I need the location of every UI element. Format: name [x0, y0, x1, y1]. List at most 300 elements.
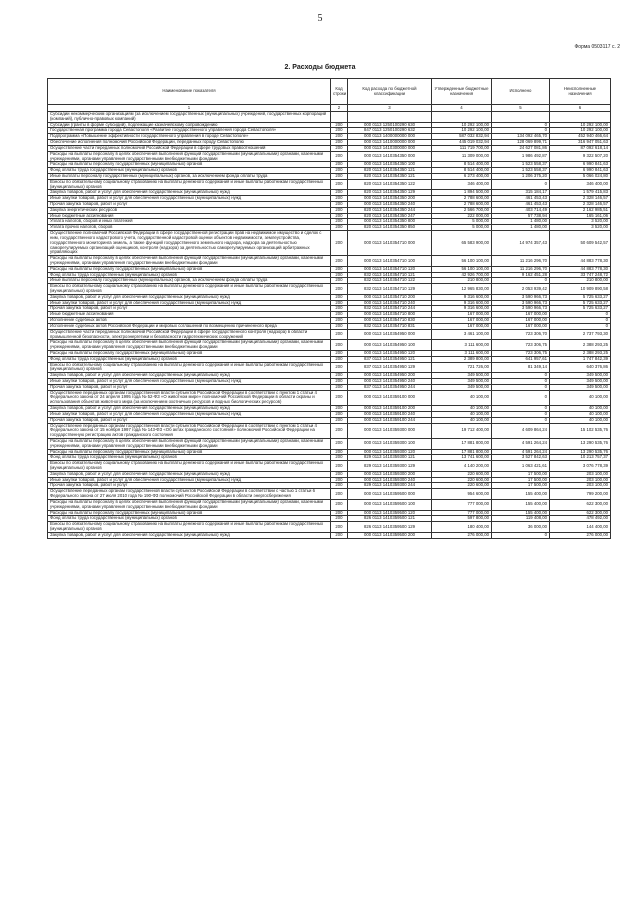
table-row: [48, 284, 611, 295]
row-classification-code: 000 0113 1410354950 120: [348, 350, 432, 356]
row-unexecuted-amount: 0: [550, 323, 611, 329]
row-executed-amount: 167 000,00: [492, 323, 550, 329]
row-unexecuted-amount: 40 100,00: [550, 417, 611, 423]
row-unexecuted-amount: 622 300,00: [550, 510, 611, 516]
row-name: Расходы на выплаты персоналу в целях обеспечения выполнения функций государственными (муниципальными) органами, казенными учреждениями, органами управления государственными внебюджетными фондами: [48, 256, 331, 267]
table-row: [48, 390, 611, 405]
row-name: Расходы на выплаты персоналу государственных (муниципальных) органов: [48, 162, 331, 168]
row-executed-amount: 315 184,17: [492, 190, 550, 196]
row-approved-amount: 9 316 600,00: [432, 294, 492, 300]
row-line-code: 200: [331, 213, 348, 219]
row-classification-code: 826 0113 1410359500 129: [348, 522, 432, 533]
row-classification-code: 000 0113 1410354710 240: [348, 300, 432, 306]
row-executed-amount: 403 714,49: [492, 207, 550, 213]
row-executed-amount: 723 306,75: [492, 350, 550, 356]
row-classification-code: 000 0113 1410359100 200: [348, 406, 432, 412]
row-unexecuted-amount: 10 909 890,58: [550, 284, 611, 295]
column-number: 2: [331, 105, 348, 112]
row-unexecuted-amount: 2 162 985,51: [550, 207, 611, 213]
column-number: 1: [48, 105, 331, 112]
column-number: 3: [348, 105, 432, 112]
row-line-code: 200: [331, 272, 348, 278]
row-line-code: 200: [331, 256, 348, 267]
row-unexecuted-amount: 5 725 633,27: [550, 306, 611, 312]
row-unexecuted-amount: 0: [550, 318, 611, 324]
row-unexecuted-amount: 9 322 507,20: [550, 151, 611, 162]
row-executed-amount: 0: [492, 406, 550, 412]
row-name: Субсидии (гранты в форме субсидий), подлежащие казначейскому сопровождению: [48, 122, 331, 128]
row-executed-amount: 461 453,43: [492, 202, 550, 208]
row-line-code: 200: [331, 145, 348, 151]
header-name: Наименование показателя: [48, 79, 331, 105]
row-approved-amount: 167 000,00: [432, 318, 492, 324]
row-classification-code: 000 0113 1410359100 244: [348, 417, 432, 423]
section-title: 2. Расходы бюджета: [284, 64, 356, 71]
row-executed-amount: 0: [492, 379, 550, 385]
row-approved-amount: 56 100 100,00: [432, 256, 492, 267]
table-row: [48, 340, 611, 351]
header-unexecuted: Неисполненные назначения: [550, 79, 611, 105]
row-line-code: 200: [331, 340, 348, 351]
table-row: [48, 256, 611, 267]
row-approved-amount: 3 111 600,00: [432, 350, 492, 356]
row-unexecuted-amount: 203 100,00: [550, 477, 611, 483]
row-unexecuted-amount: 2 388 293,25: [550, 340, 611, 351]
row-classification-code: 837 0113 1410354950 129: [348, 362, 432, 373]
row-line-code: 200: [331, 438, 348, 449]
row-line-code: 200: [331, 266, 348, 272]
row-line-code: 200: [331, 306, 348, 312]
row-approved-amount: 346 400,00: [432, 179, 492, 190]
row-name: Расходы на выплаты персоналу в целях обеспечения выполнения функций государственными (муниципальными) органами, казенными учреждениями, органами управления государственными внебюджетными фондами: [48, 151, 331, 162]
row-line-code: 200: [331, 423, 348, 438]
row-line-code: 200: [331, 190, 348, 196]
row-classification-code: 000 0113 1410354350 200: [348, 196, 432, 202]
row-line-code: 200: [331, 318, 348, 324]
table-row: [48, 112, 611, 123]
row-unexecuted-amount: 349 500,00: [550, 379, 611, 385]
row-executed-amount: 167 000,00: [492, 318, 550, 324]
row-classification-code: 820 0113 1410354350 122: [348, 179, 432, 190]
row-line-code: 200: [331, 362, 348, 373]
row-line-code: 200: [331, 390, 348, 405]
row-unexecuted-amount: 1 579 415,83: [550, 190, 611, 196]
table-row: [48, 179, 611, 190]
row-line-code: 200: [331, 455, 348, 461]
row-unexecuted-amount: 346 400,00: [550, 179, 611, 190]
row-approved-amount: 1 894 500,00: [432, 190, 492, 196]
row-name: Взносы по обязательному социальному страхованию на выплаты денежного содержания и иные выплаты работникам государственных (муниципальных) органов: [48, 522, 331, 533]
row-name: Осуществление части переданных полномочий Российской Федерации в сфере государственного контроля (надзора) в области промышленной безопасности, электроэнергетики и безопасности гидротехнических сооружений: [48, 329, 331, 340]
table-row: [48, 489, 611, 500]
row-executed-amount: 0: [492, 128, 550, 134]
row-line-code: 200: [331, 411, 348, 417]
column-number-row: [48, 105, 611, 112]
row-unexecuted-amount: 87 092 618,14: [550, 145, 611, 151]
row-executed-amount: 1 986 492,87: [492, 151, 550, 162]
row-classification-code: 829 0113 1410359300 244: [348, 483, 432, 489]
row-executed-amount: 9 162 451,28: [492, 272, 550, 278]
row-line-code: 200: [331, 356, 348, 362]
row-executed-amount: 3 590 966,73: [492, 300, 550, 306]
row-name: Фонд оплаты труда государственных (муниципальных) органов: [48, 168, 331, 174]
row-approved-amount: 167 000,00: [432, 312, 492, 318]
table-row: [48, 423, 611, 438]
row-approved-amount: 19 712 400,00: [432, 423, 492, 438]
row-approved-amount: 8 514 400,00: [432, 168, 492, 174]
row-approved-amount: 40 100,00: [432, 417, 492, 423]
row-classification-code: 820 0113 1410354350 247: [348, 213, 432, 219]
row-line-code: [331, 112, 348, 123]
row-approved-amount: 2 788 600,00: [432, 202, 492, 208]
row-unexecuted-amount: 40 100,00: [550, 411, 611, 417]
row-executed-amount: 3 527 842,63: [492, 455, 550, 461]
row-approved-amount: 2 788 600,00: [432, 196, 492, 202]
row-name: Фонд оплаты труда государственных (муниципальных) органов: [48, 272, 331, 278]
row-line-code: 200: [331, 516, 348, 522]
row-name: Иные выплаты персоналу государственных (муниципальных) органов, за исключением фонда оплаты труда: [48, 173, 331, 179]
row-executed-amount: 0: [492, 411, 550, 417]
row-executed-amount: 11 216 296,70: [492, 256, 550, 267]
row-line-code: 200: [331, 231, 348, 256]
row-classification-code: 000 0113 1410354950 100: [348, 340, 432, 351]
row-unexecuted-amount: 210 800,00: [550, 278, 611, 284]
row-line-code: 200: [331, 134, 348, 140]
row-name: Осуществление полномочий Российской Федерации в сфере государственной регистрации прав на недвижимое имущество и сделок с ним, государственного кадастрового учета, государственной кадастровой оценки объектов недвижимости, землеустройства, государственного мониторинга земель, а также функций государственного земельного надзора, надзора за деятельностью саморегулируемых организаций оценщиков, контроля (надзора) за деятельностью саморегулируемых организаций арбитражных управляющих: [48, 231, 331, 256]
row-name: Подпрограмма «Повышение эффективности государственного управления в городе Севастополе»: [48, 134, 331, 140]
row-executed-amount: 1 063 421,61: [492, 461, 550, 472]
row-executed-amount: 461 453,43: [492, 196, 550, 202]
form-code: Форма 0503117 с. 2: [574, 44, 620, 50]
row-classification-code: 000 0113 1410300000 000: [348, 145, 432, 151]
row-name: Расходы на выплаты персоналу государственных (муниципальных) органов: [48, 449, 331, 455]
row-name: Исполнение судебных актов Российской Федерации и мировых соглашений по возмещению причиненного вреда: [48, 323, 331, 329]
row-approved-amount: 180 400,00: [432, 522, 492, 533]
row-line-code: 200: [331, 532, 348, 538]
row-approved-amount: 220 600,00: [432, 477, 492, 483]
row-approved-amount: 10 292 100,00: [432, 122, 492, 128]
row-classification-code: 000 0113 1410359300 120: [348, 449, 432, 455]
row-line-code: 200: [331, 140, 348, 146]
row-classification-code: 000 0113 1410354350 000: [348, 151, 432, 162]
row-line-code: 200: [331, 219, 348, 225]
row-name: Взносы по обязательному социальному страхованию на выплаты денежного содержания и иные выплаты работникам государственных (муниципальных) органов: [48, 461, 331, 472]
row-approved-amount: 445 019 032,94: [432, 140, 492, 146]
row-approved-amount: 777 000,00: [432, 510, 492, 516]
row-classification-code: 000 0113 1410359300 240: [348, 477, 432, 483]
row-name: Осуществление части переданных полномочий Российской Федерации в сфере трудовых правоотношений: [48, 145, 331, 151]
row-unexecuted-amount: 6 990 841,63: [550, 168, 611, 174]
row-unexecuted-amount: 2 328 146,57: [550, 202, 611, 208]
row-name: Прочая закупка товаров, работ и услуг: [48, 202, 331, 208]
row-classification-code: 829 0113 1410359300 121: [348, 455, 432, 461]
row-classification-code: 820 0113 1410354350 244: [348, 207, 432, 213]
row-classification-code: 000 0113 1410000000 000: [348, 140, 432, 146]
row-classification-code: 832 0113 1410354710 129: [348, 284, 432, 295]
budget-expenses-table: [47, 78, 611, 539]
row-name: Прочая закупка товаров, работ и услуг: [48, 384, 331, 390]
row-name: Закупка товаров, работ и услуг для обеспечения государственных (муниципальных) нужд: [48, 406, 331, 412]
row-approved-amount: 954 600,00: [432, 489, 492, 500]
row-line-code: 200: [331, 406, 348, 412]
row-executed-amount: 155 400,00: [492, 499, 550, 510]
row-line-code: 200: [331, 477, 348, 483]
row-unexecuted-amount: 10 292 100,00: [550, 122, 611, 128]
row-executed-amount: 641 957,61: [492, 356, 550, 362]
row-name: Взносы по обязательному социальному страхованию на выплаты денежного содержания и иные выплаты работникам государственных (муниципальных) органов: [48, 284, 331, 295]
row-unexecuted-amount: 5 066 024,80: [550, 173, 611, 179]
row-approved-amount: 5 000,00: [432, 225, 492, 231]
row-unexecuted-amount: 5 725 633,27: [550, 294, 611, 300]
row-name: Иные закупки товаров, работ и услуг для обеспечения государственных (муниципальных) нужд: [48, 379, 331, 385]
row-executed-amount: 36 000,00: [492, 522, 550, 533]
row-executed-amount: 128 069 899,71: [492, 140, 550, 146]
row-classification-code: 000 0113 1410354950 240: [348, 379, 432, 385]
row-classification-code: 832 0113 1410354710 121: [348, 272, 432, 278]
row-unexecuted-amount: 5 725 633,27: [550, 300, 611, 306]
row-executed-amount: 723 306,70: [492, 329, 550, 340]
row-approved-amount: 349 500,00: [432, 373, 492, 379]
row-classification-code: 832 0113 1410354710 244: [348, 306, 432, 312]
row-executed-amount: 1 480,00: [492, 225, 550, 231]
row-executed-amount: 155 400,00: [492, 489, 550, 500]
row-line-code: 200: [331, 162, 348, 168]
row-name: Расходы на выплаты персоналу государственных (муниципальных) органов: [48, 510, 331, 516]
row-classification-code: 000 0113 1410359500 100: [348, 499, 432, 510]
row-name: Расходы на выплаты персоналу в целях обеспечения выполнения функций государственными (муниципальными) органами, казенными учреждениями, органами управления государственными внебюджетными фондами: [48, 340, 331, 351]
row-name: Фонд оплаты труда государственных (муниципальных) органов: [48, 356, 331, 362]
row-name: Иные бюджетные ассигнования: [48, 312, 331, 318]
row-unexecuted-amount: 10 292 100,00: [550, 128, 611, 134]
row-name: Закупка товаров, работ и услуг для обеспечения государственных (муниципальных) нужд: [48, 190, 331, 196]
row-line-code: 200: [331, 417, 348, 423]
row-unexecuted-amount: 3 076 778,39: [550, 461, 611, 472]
row-name: Субсидии некоммерческим организациям (за исключением государственных (муниципальных) учреждений, государственных корпораций (компаний), публично-правовых компаний): [48, 112, 331, 123]
row-executed-amount: 1 206 375,20: [492, 173, 550, 179]
row-unexecuted-amount: 452 940 466,64: [550, 134, 611, 140]
row-classification-code: 000 0113 1410359500 200: [348, 532, 432, 538]
row-classification-code: 000 0113 1410354710 830: [348, 318, 432, 324]
row-approved-amount: 220 600,00: [432, 471, 492, 477]
row-line-code: 200: [331, 168, 348, 174]
row-name: Иные закупки товаров, работ и услуг для обеспечения государственных (муниципальных) нужд: [48, 411, 331, 417]
row-unexecuted-amount: 2 328 146,57: [550, 196, 611, 202]
row-executed-amount: 2 053 939,42: [492, 284, 550, 295]
row-line-code: 200: [331, 483, 348, 489]
row-name: Исполнение судебных актов: [48, 318, 331, 324]
row-approved-amount: 597 800,00: [432, 516, 492, 522]
table-row: [48, 151, 611, 162]
row-line-code: 200: [331, 323, 348, 329]
row-name: Расходы на выплаты персоналу в целях обеспечения выполнения функций государственными (муниципальными) органами, казенными учреждениями, органами управления государственными внебюджетными фондами: [48, 499, 331, 510]
row-line-code: 200: [331, 312, 348, 318]
row-executed-amount: 1 480,00: [492, 219, 550, 225]
row-unexecuted-amount: 33 747 248,72: [550, 272, 611, 278]
row-approved-amount: 5 000,00: [432, 219, 492, 225]
row-unexecuted-amount: 203 100,00: [550, 471, 611, 477]
row-classification-code: 820 0113 1410354350 121: [348, 168, 432, 174]
row-unexecuted-amount: 40 100,00: [550, 390, 611, 405]
row-executed-amount: 119 408,00: [492, 516, 550, 522]
row-classification-code: 000 0113 1410354350 800: [348, 219, 432, 225]
row-classification-code: 000 0113 1410359500 000: [348, 489, 432, 500]
row-line-code: 200: [331, 151, 348, 162]
row-unexecuted-amount: 44 883 778,30: [550, 266, 611, 272]
row-name: Прочая закупка товаров, работ и услуг: [48, 306, 331, 312]
row-approved-amount: 11 309 000,00: [432, 151, 492, 162]
row-executed-amount: 4 609 864,24: [492, 423, 550, 438]
row-classification-code: 000 0113 1410359100 240: [348, 411, 432, 417]
row-name: Закупка товаров, работ и услуг для обеспечения государственных (муниципальных) нужд: [48, 532, 331, 538]
row-classification-code: 000 0113 1410354710 120: [348, 266, 432, 272]
row-executed-amount: 155 400,00: [492, 510, 550, 516]
row-unexecuted-amount: 203 100,00: [550, 483, 611, 489]
row-name: Расходы на выплаты персоналу государственных (муниципальных) органов: [48, 350, 331, 356]
row-approved-amount: 4 140 200,00: [432, 461, 492, 472]
row-classification-code: 000 0113 1410359500 120: [348, 510, 432, 516]
row-line-code: 200: [331, 379, 348, 385]
row-classification-code: 000 0113 1410359100 000: [348, 390, 432, 405]
row-classification-code: [348, 112, 432, 123]
row-executed-amount: 0: [492, 532, 550, 538]
row-line-code: 200: [331, 225, 348, 231]
row-executed-amount: 24 627 081,86: [492, 145, 550, 151]
row-executed-amount: 11 216 296,70: [492, 266, 550, 272]
row-approved-amount: 3 111 600,00: [432, 340, 492, 351]
row-classification-code: 837 0113 1410354950 121: [348, 356, 432, 362]
row-classification-code: 832 0113 1410354710 831: [348, 323, 432, 329]
row-executed-amount: 3 590 966,73: [492, 294, 550, 300]
row-name: Закупка товаров, работ и услуг для обеспечения государственных (муниципальных) нужд: [48, 373, 331, 379]
row-classification-code: 820 0113 1410354350 129: [348, 190, 432, 196]
row-name: Иные закупки товаров, работ и услуг для обеспечения государственных (муниципальных) нужд: [48, 300, 331, 306]
row-executed-amount: 57 738,94: [492, 213, 550, 219]
row-executed-amount: 1 523 558,37: [492, 168, 550, 174]
row-unexecuted-amount: 3 520,00: [550, 219, 611, 225]
row-line-code: 200: [331, 449, 348, 455]
row-line-code: 200: [331, 207, 348, 213]
row-name: Фонд оплаты труда государственных (муниципальных) органов: [48, 455, 331, 461]
row-approved-amount: 10 292 100,00: [432, 128, 492, 134]
row-classification-code: 000 0113 1410354710 200: [348, 294, 432, 300]
header-classification-code: Код расхода по бюджетной классификации: [348, 79, 432, 105]
row-classification-code: 847 0113 1250100290 632: [348, 128, 432, 134]
row-unexecuted-amount: 3 520,00: [550, 225, 611, 231]
row-name: Прочая закупка товаров, работ и услуг: [48, 483, 331, 489]
row-name: Обеспечение исполнения полномочий Российской Федерации, переданных городу Севастополю: [48, 140, 331, 146]
row-unexecuted-amount: 640 376,86: [550, 362, 611, 373]
row-executed-amount: 3 590 966,73: [492, 306, 550, 312]
row-line-code: 200: [331, 489, 348, 500]
row-approved-amount: 276 000,00: [432, 532, 492, 538]
row-unexecuted-amount: 165 161,06: [550, 213, 611, 219]
row-unexecuted-amount: 276 000,00: [550, 532, 611, 538]
row-classification-code: 000 0113 1400000000 000: [348, 134, 432, 140]
row-executed-amount: [492, 112, 550, 123]
row-unexecuted-amount: 40 100,00: [550, 406, 611, 412]
row-executed-amount: 723 306,75: [492, 340, 550, 351]
row-executed-amount: 0: [492, 390, 550, 405]
row-approved-amount: 40 100,00: [432, 411, 492, 417]
row-executed-amount: 17 500,00: [492, 483, 550, 489]
row-classification-code: 820 0113 1410354350 121: [348, 173, 432, 179]
row-line-code: 200: [331, 499, 348, 510]
row-line-code: 200: [331, 173, 348, 179]
row-approved-amount: 167 000,00: [432, 323, 492, 329]
table-row: [48, 362, 611, 373]
table-row: [48, 329, 611, 340]
row-name: Закупка товаров, работ и услуг для обеспечения государственных (муниципальных) нужд: [48, 294, 331, 300]
row-name: Осуществление переданных органам государственной власти субъектов Российской Федерации в соответствии с пунктом 1 статьи 4 Федерального закона от 24 апреля 1995 года № 52-ФЗ «О животном мире» полномочий Российской Федерации в области охраны и использования объектов животного мира (за исключением охотничьих ресурсов и водных биологических ресурсов): [48, 390, 331, 405]
row-classification-code: 829 0113 1410359300 129: [348, 461, 432, 472]
row-name: Государственная программа города Севастополя «Развитие государственного управления города Севастополя»: [48, 128, 331, 134]
row-line-code: 200: [331, 350, 348, 356]
row-line-code: 200: [331, 373, 348, 379]
row-classification-code: 000 0113 1410354950 200: [348, 373, 432, 379]
row-name: Закупка товаров, работ и услуг для обеспечения государственных (муниципальных) нужд: [48, 471, 331, 477]
row-classification-code: 000 0113 1410359300 100: [348, 438, 432, 449]
header-approved: Утвержденные бюджетные назначения: [432, 79, 492, 105]
row-approved-amount: 17 881 800,00: [432, 449, 492, 455]
row-executed-amount: 0: [492, 278, 550, 284]
table-row: [48, 461, 611, 472]
row-executed-amount: 81 349,14: [492, 362, 550, 373]
row-executed-amount: 0: [492, 179, 550, 190]
row-name: Иные закупки товаров, работ и услуг для обеспечения государственных (муниципальных) нужд: [48, 196, 331, 202]
row-classification-code: 000 0113 1410354710 000: [348, 231, 432, 256]
row-unexecuted-amount: 144 400,00: [550, 522, 611, 533]
row-unexecuted-amount: 13 290 535,76: [550, 438, 611, 449]
row-classification-code: 000 0113 1410359300 000: [348, 423, 432, 438]
table-row: [48, 522, 611, 533]
row-unexecuted-amount: 316 947 051,63: [550, 140, 611, 146]
row-approved-amount: 40 100,00: [432, 390, 492, 405]
row-approved-amount: 222 000,00: [432, 213, 492, 219]
row-line-code: 200: [331, 510, 348, 516]
row-executed-amount: 1 523 558,37: [492, 162, 550, 168]
row-name: Иные закупки товаров, работ и услуг для обеспечения государственных (муниципальных) нужд: [48, 477, 331, 483]
row-approved-amount: [432, 112, 492, 123]
row-executed-amount: 17 500,00: [492, 471, 550, 477]
row-approved-amount: 587 032 832,94: [432, 134, 492, 140]
table-body: [48, 112, 611, 539]
row-executed-amount: 134 092 465,70: [492, 134, 550, 140]
row-executed-amount: 17 500,00: [492, 477, 550, 483]
row-unexecuted-amount: 349 500,00: [550, 373, 611, 379]
row-line-code: 200: [331, 128, 348, 134]
row-approved-amount: 9 316 600,00: [432, 300, 492, 306]
column-number: 5: [492, 105, 550, 112]
row-executed-amount: 4 591 264,24: [492, 449, 550, 455]
row-executed-amount: 0: [492, 384, 550, 390]
row-line-code: 200: [331, 300, 348, 306]
row-line-code: 200: [331, 384, 348, 390]
row-approved-amount: 56 100 100,00: [432, 266, 492, 272]
row-approved-amount: 111 719 700,00: [432, 145, 492, 151]
row-line-code: 200: [331, 329, 348, 340]
row-approved-amount: 13 741 600,00: [432, 455, 492, 461]
row-classification-code: 000 0113 1410354710 100: [348, 256, 432, 267]
row-line-code: 200: [331, 202, 348, 208]
row-unexecuted-amount: 44 883 778,30: [550, 256, 611, 267]
row-classification-code: 000 0113 1410354350 240: [348, 202, 432, 208]
row-approved-amount: 721 726,00: [432, 362, 492, 373]
row-classification-code: 837 0113 1410354950 244: [348, 384, 432, 390]
row-line-code: 200: [331, 461, 348, 472]
row-name: Уплата налогов, сборов и иных платежей: [48, 219, 331, 225]
row-line-code: 200: [331, 294, 348, 300]
row-approved-amount: 3 461 100,00: [432, 329, 492, 340]
